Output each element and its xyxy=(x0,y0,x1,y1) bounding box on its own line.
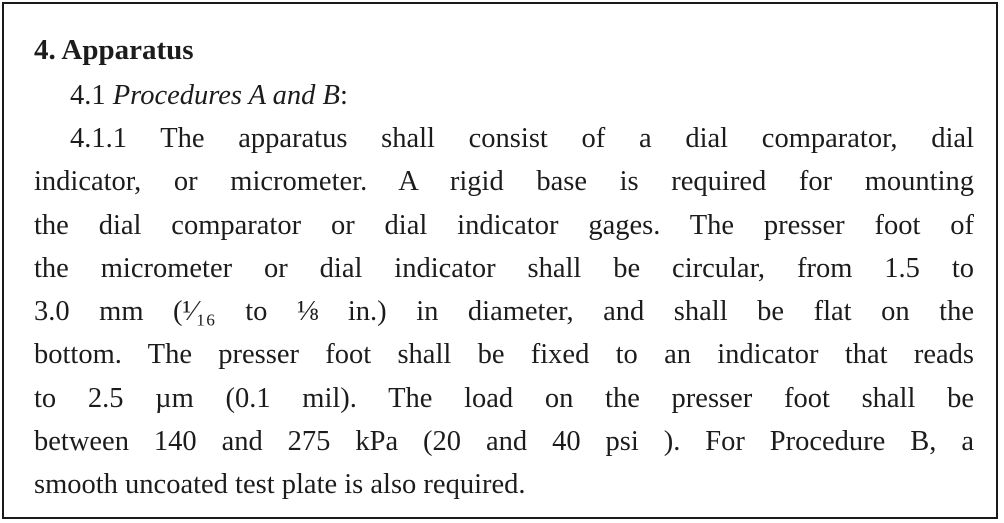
subsection-title: Procedures A and B xyxy=(112,80,340,111)
document-body xyxy=(34,30,974,507)
paragraph-line: 3.0 mm (¹⁄₁₆ to ⅛ in.) in diameter, and shall be flat on the xyxy=(34,296,974,328)
paragraph-line: 4.1.1 The apparatus shall consist of a dial comparator, dial xyxy=(70,123,974,154)
paragraph-4-1-1 xyxy=(34,117,974,507)
subsection-colon: : xyxy=(339,80,348,111)
document-excerpt-frame xyxy=(2,2,998,519)
subsection-heading xyxy=(34,74,974,117)
paragraph-line: to 2.5 µm (0.1 mil). The load on the presser foot shall be xyxy=(34,382,974,414)
paragraph-line: smooth uncoated test plate is also required. xyxy=(34,469,526,501)
paragraph-line: between 140 and 275 kPa (20 and 40 psi ). For Procedure B, a xyxy=(34,426,974,458)
section-heading: 4. Apparatus xyxy=(34,34,194,66)
paragraph-line: bottom. The presser foot shall be fixed to an indicator that reads xyxy=(34,339,974,371)
subsection-number: 4.1 xyxy=(70,80,106,111)
paragraph-line: the dial comparator or dial indicator gages. The presser foot of xyxy=(34,209,974,241)
paragraph-line: the micrometer or dial indicator shall be circular, from 1.5 to xyxy=(34,252,974,284)
paragraph-line: indicator, or micrometer. A rigid base is required for mounting xyxy=(34,166,974,198)
